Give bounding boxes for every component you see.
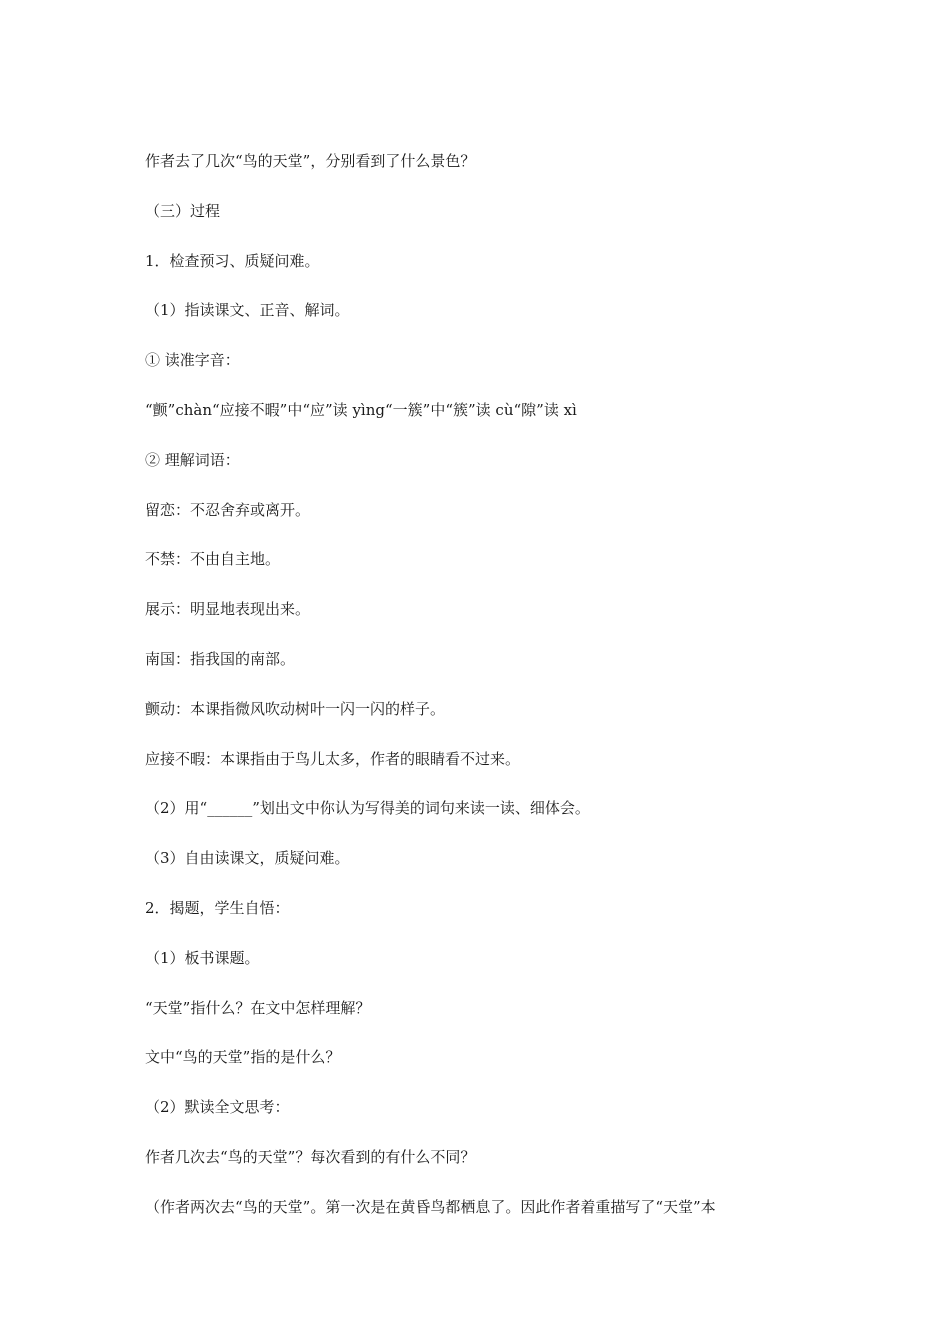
text-line: 文中“鸟的天堂”指的是什么？ xyxy=(145,1048,341,1067)
section-heading: （三）过程 xyxy=(145,201,221,220)
pronunciation-line: “颤”chàn“应接不暇”中“应”读 yìng“一簇”中“簇”读 cù“隙”读 xì xyxy=(145,400,577,419)
sub-step: （3）自由读课文，质疑问难。 xyxy=(145,849,350,868)
vocab-item: 留恋：不忍舍弃或离开。 xyxy=(145,500,311,519)
vocab-item: 展示：明显地表现出来。 xyxy=(145,600,311,619)
text-line: 作者去了几次“鸟的天堂”，分别看到了什么景色？ xyxy=(145,152,476,170)
sub-step: （2）用“______”划出文中你认为写得美的词句来读一读、细体会。 xyxy=(145,799,590,818)
text-line: ② 理解词语： xyxy=(145,450,240,469)
document-body xyxy=(145,148,825,1244)
vocab-item: 颤动：本课指微风吹动树叶一闪一闪的样子。 xyxy=(145,699,446,718)
sub-step: （1）板书课题。 xyxy=(145,948,260,967)
vocab-item: 南国：指我国的南部。 xyxy=(145,649,296,668)
step-heading: 2．揭题，学生自悟： xyxy=(145,898,290,917)
step-heading: 1．检查预习、质疑问难。 xyxy=(145,251,320,270)
text-line: 作者几次去“鸟的天堂”？每次看到的有什么不同？ xyxy=(145,1147,476,1166)
text-line: ① 读准字音： xyxy=(145,351,240,370)
text-line: （作者两次去“鸟的天堂”。第一次是在黄昏鸟都栖息了。因此作者着重描写了“天堂”本 xyxy=(145,1197,716,1216)
sub-step: （1）指读课文、正音、解词。 xyxy=(145,301,350,320)
vocab-item: 应接不暇：本课指由于鸟儿太多，作者的眼睛看不过来。 xyxy=(145,749,521,768)
vocab-item: 不禁：不由自主地。 xyxy=(145,550,281,569)
text-line: “天堂”指什么？在文中怎样理解？ xyxy=(145,998,371,1017)
sub-step: （2）默读全文思考： xyxy=(145,1098,290,1117)
